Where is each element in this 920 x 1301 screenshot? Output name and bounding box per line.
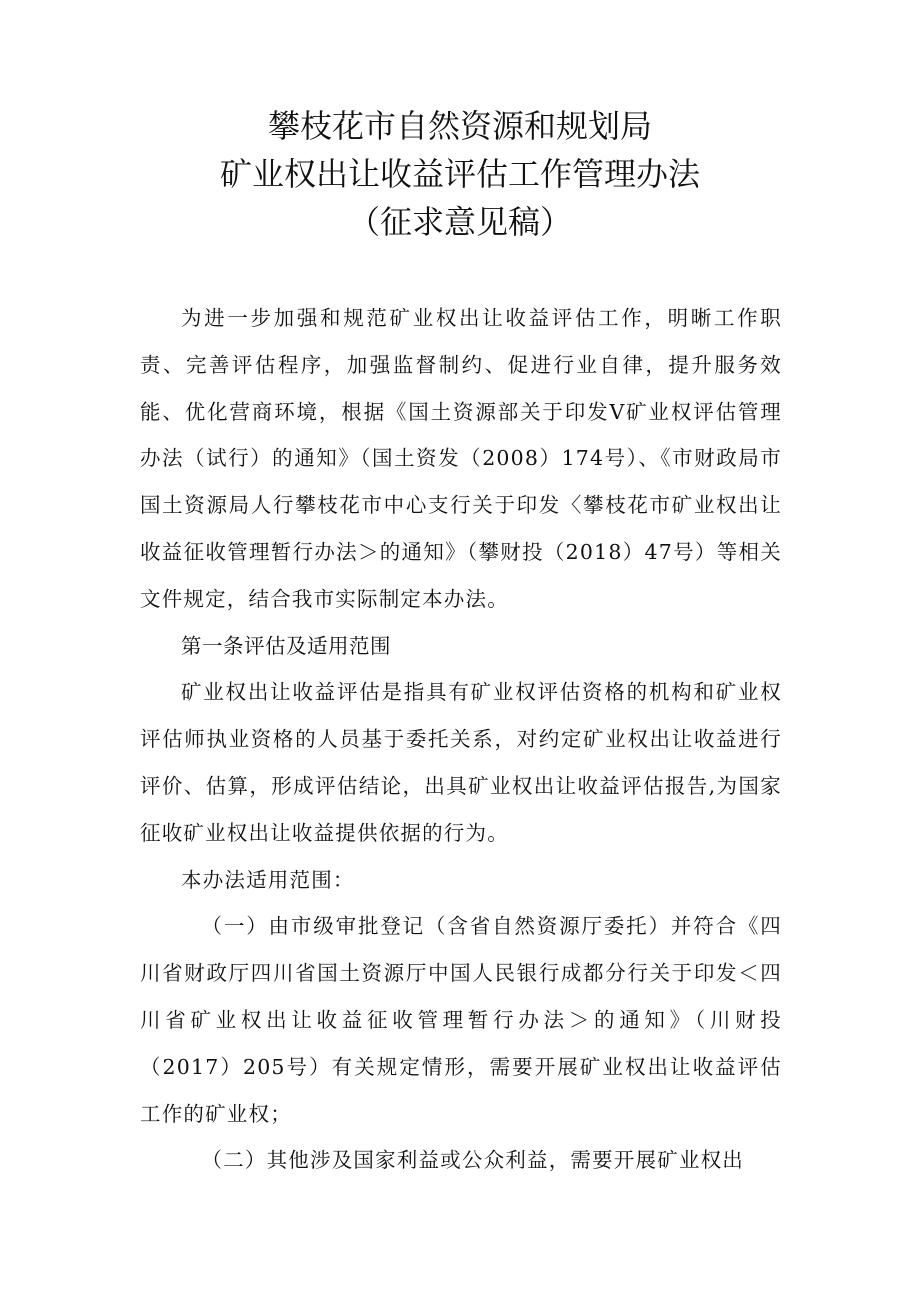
paragraph-definition: 矿业权出让收益评估是指具有矿业权评估资格的机构和矿业权评估师执业资格的人员基于委托关系，对约定矿业权出让收益进行评价、估算，形成评估结论，出具矿业权出让收益评估报告,为国家征收矿业权出让收益提供依据的行为。: [140, 680, 782, 845]
paragraph-scope-intro: 本办法适用范围：: [181, 867, 355, 892]
title-line-draft-note: （征求意见稿）: [347, 203, 572, 241]
paragraph-scope-item-2: （二）其他涉及国家利益或公众利益，需要开展矿业权出: [201, 1148, 744, 1173]
document-body: [140, 295, 782, 1184]
document-title: [0, 102, 920, 246]
title-line-issuer: 攀枝花市自然资源和规划局: [267, 107, 652, 145]
title-line-name: 矿业权出让收益评估工作管理办法: [219, 155, 700, 193]
paragraph-scope-item-1: （一）由市级审批登记（含省自然资源厅委托）并符合《四川省财政厅四川省国土资源厅中国人民银行成都分行关于印发＜四川省矿业权出让收益征收管理暂行办法＞的通知》（川财投（2017）205号）有关规定情形，需要开展矿业权出让收益评估工作的矿业权；: [140, 914, 782, 1126]
paragraph-preamble: 为进一步加强和规范矿业权出让收益评估工作，明晰工作职责、完善评估程序，加强监督制约、促进行业自律，提升服务效能、优化营商环境，根据《国土资源部关于印发Ⅴ矿业权评估管理办法（试行）的通知》（国土资发（2008）174号）、《市财政局市国土资源局人行攀枝花市中心支行关于印发〈攀枝花市矿业权出让收益征收管理暂行办法＞的通知》（攀财投（2018）47号）等相关文件规定，结合我市实际制定本办法。: [140, 306, 782, 611]
section-heading-article-1: 第一条评估及适用范围: [181, 633, 391, 658]
